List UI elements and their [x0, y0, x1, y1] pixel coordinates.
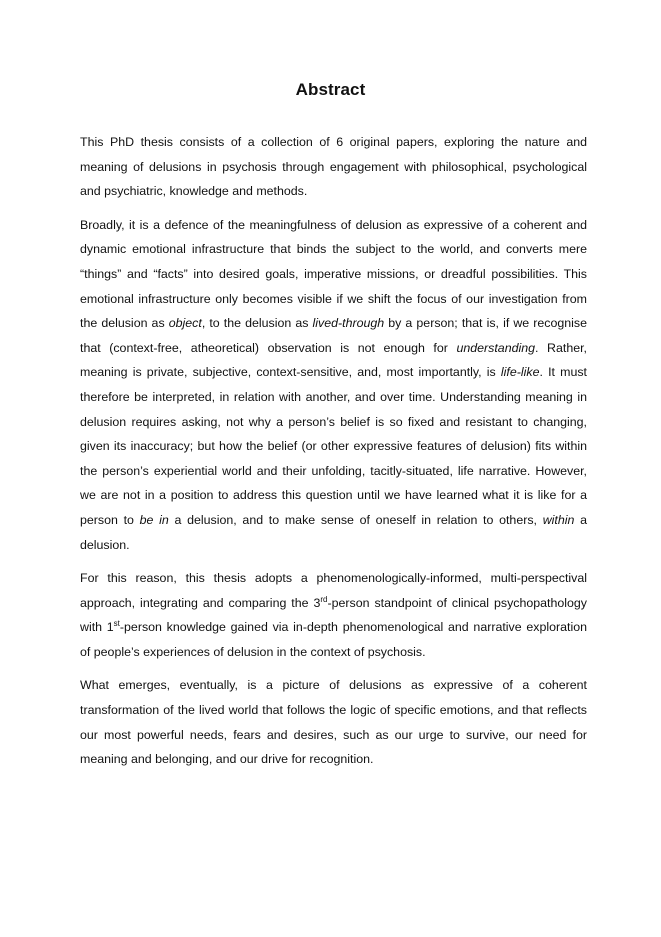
emphasis-text: object — [168, 316, 202, 331]
emphasis-text: be in — [139, 512, 169, 527]
paragraph-text: This PhD thesis consists of a collection of 6 original papers, exploring the nature and meaning of delusions in psychosis through engagement with philosophical, psychological and psychiatric, knowledge and methods. — [80, 135, 587, 199]
emphasis-text: lived-through — [312, 316, 385, 331]
paragraph-text: . It must therefore be interpreted, in relation with another, and over time. Understanding meaning in delusion requires asking, not why a person’s belief is so fixed and resistant to changing, given its inaccuracy; but how the belief (or other expressive features of delusion) fits within the person’s experiential world and their unfolding, tacitly-situated, life narrative. However, we are not in a position to address this question until we have learned what it is like for a person to — [80, 365, 587, 527]
emphasis-text: understanding — [456, 340, 536, 355]
page-title: Abstract — [295, 80, 366, 99]
paragraph-text: . Rather, meaning is private, subjective, context-sensitive, and, most importantly, is — [80, 340, 587, 380]
paragraph-text: a delusion, and to make sense of oneself in relation to others, — [168, 512, 543, 527]
paragraph-text: Broadly, it is a defence of the meaningfulness of delusion as expressive of a coherent and dynamic emotional infrastructure that binds the subject to the world, and converts mere “things” and “facts” into desired goals, imperative missions, or dreadful possibilities. This emotional infrastructure only becomes visible if we shift the focus of our investigation from the delusion as — [80, 217, 587, 331]
abstract-paragraph — [80, 673, 587, 771]
paragraph-text: by a person; that is, if we recognise that (context-free, atheoretical) observation is not enough for — [80, 316, 588, 355]
ordinal-superscript: rd — [320, 594, 328, 604]
abstract-paragraph — [80, 566, 587, 664]
paragraph-text: -person standpoint of clinical psychopathology with 1 — [80, 595, 588, 635]
paragraph-text: What emerges, eventually, is a picture of delusions as expressive of a coherent transformation of the lived world that follows the logic of specific emotions, and that reflects our most powerful needs, fears and desires, such as our urge to survive, our need for meaning and belonging, and our drive for recognition. — [80, 678, 587, 767]
paragraph-text: , to the delusion as — [201, 316, 313, 331]
paragraph-text: -person knowledge gained via in-depth phenomenological and narrative exploration of people’s experiences of delusion in the context of psychosis. — [80, 620, 587, 659]
abstract-body — [80, 130, 587, 781]
ordinal-superscript: st — [113, 619, 120, 629]
emphasis-text: within — [542, 512, 575, 527]
abstract-paragraph — [80, 130, 587, 204]
abstract-paragraph — [80, 213, 587, 557]
paragraph-text: For this reason, this thesis adopts a phenomenologically-informed, multi-perspectival approach, integrating and comparing the 3 — [80, 571, 587, 610]
paragraph-text: a delusion. — [80, 512, 587, 552]
emphasis-text: life-like — [500, 365, 540, 380]
